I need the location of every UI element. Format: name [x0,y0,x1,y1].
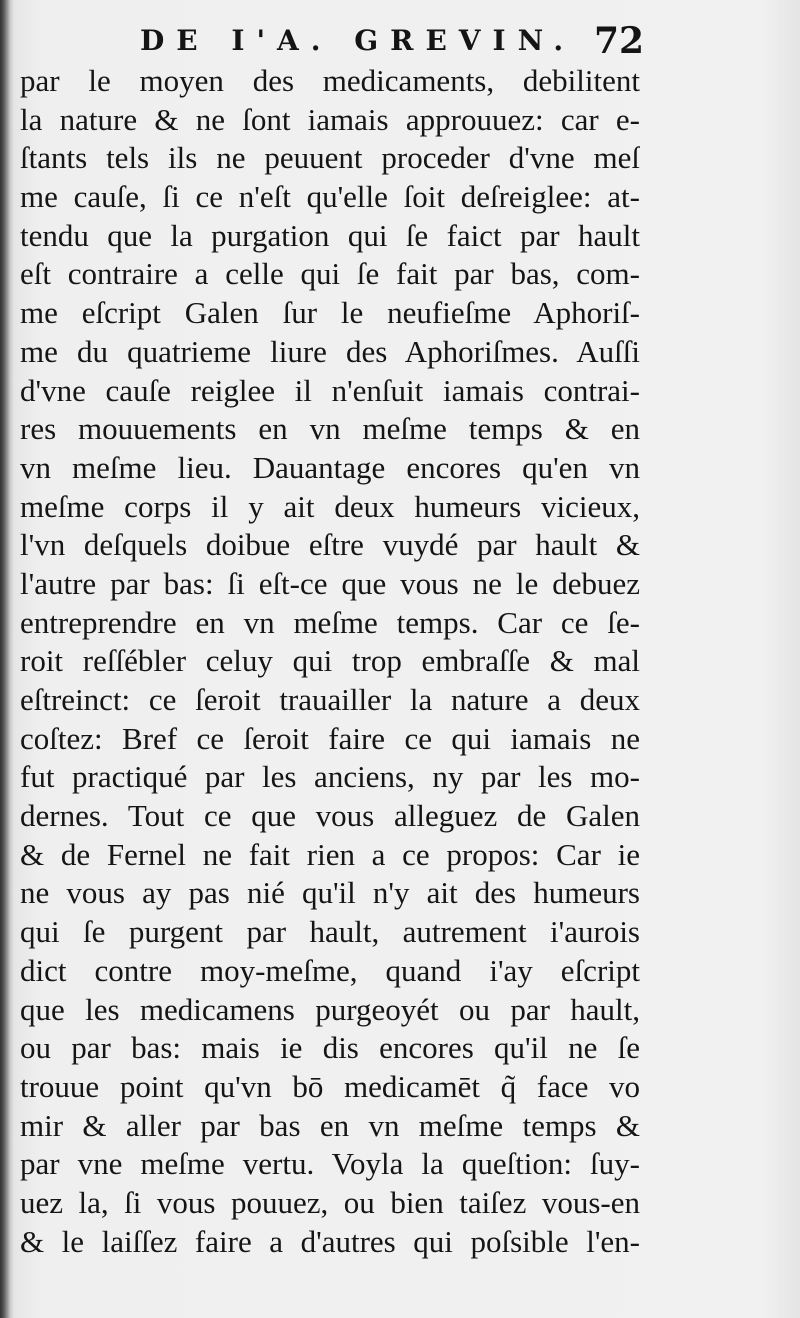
text-line: par le moyen des medicaments, debilitent [20,63,640,98]
text-line: meſme corps il y ait deux humeurs vicieux, [20,488,640,524]
text-line: me du quatrieme liure des Aphoriſmes. Auſſi [20,333,640,369]
text-line: dict contre moy-meſme, quand i'ay eſcript [20,952,640,988]
text-line: fut practiqué par les anciens, ny par les mo- [20,759,640,795]
text-line: eſt contraire a celle qui ſe fait par bas, com- [20,256,640,292]
text-line: qui ſe purgent par hault, autrement i'aurois [20,914,640,950]
text-line: roit reſſébler celuy qui trop embraſſe & mal [20,643,640,679]
text-line: res mouuements en vn meſme temps & en [20,411,640,447]
page-number: 72 [594,20,645,62]
text-line: tendu que la purgation qui ſe faict par hault [20,217,640,253]
text-line: & de Fernel ne fait rien a ce propos: Car ie [20,836,640,872]
text-line: ne vous ay pas nié qu'il n'y ait des humeurs [20,875,640,911]
body-text [20,62,640,1261]
text-line: trouue point qu'vn bō medicamēt q̃ face vo [20,1068,640,1104]
running-head [0,0,800,62]
text-line: l'autre par bas: ſi eſt-ce que vous ne le debuez [20,565,640,601]
text-line: que les medicamens purgeoyét ou par hault, [20,991,640,1027]
text-line: entreprendre en vn meſme temps. Car ce ſe- [20,604,640,640]
text-line: ou par bas: mais ie dis encores qu'il ne ſe [20,1030,640,1066]
text-line: coſtez: Bref ce ſeroit faire ce qui iamais ne [20,720,640,756]
text-line: uez la, ſi vous pouuez, ou bien taiſez vous-en [20,1184,640,1220]
running-title: DE I'A. GREVIN. [140,24,576,57]
text-line: & le laiſſez faire a d'autres qui poſsible l'en- [20,1223,640,1259]
text-line: ſtants tels ils ne peuuent proceder d'vne meſ [20,140,640,176]
text-line: me cauſe, ſi ce n'eſt qu'elle ſoit deſreiglee: at- [20,179,640,215]
text-line: la nature & ne ſont iamais approuuez: car e- [20,101,640,137]
binding-shadow [0,0,10,1318]
text-line: d'vne cauſe reiglee il n'enſuit iamais contrai- [20,372,640,408]
text-line: par vne meſme vertu. Voyla la queſtion: ſuy- [20,1146,640,1182]
text-line: dernes. Tout ce que vous alleguez de Galen [20,798,640,834]
text-line: mir & aller par bas en vn meſme temps & [20,1107,640,1143]
text-line: eſtreinct: ce ſeroit trauailler la nature a deux [20,682,640,717]
text-line: l'vn deſquels doibue eſtre vuydé par hault & [20,527,640,563]
text-line: me eſcript Galen ſur le neufieſme Aphoriſ- [20,295,640,331]
text-line: vn meſme lieu. Dauantage encores qu'en vn [20,449,640,485]
